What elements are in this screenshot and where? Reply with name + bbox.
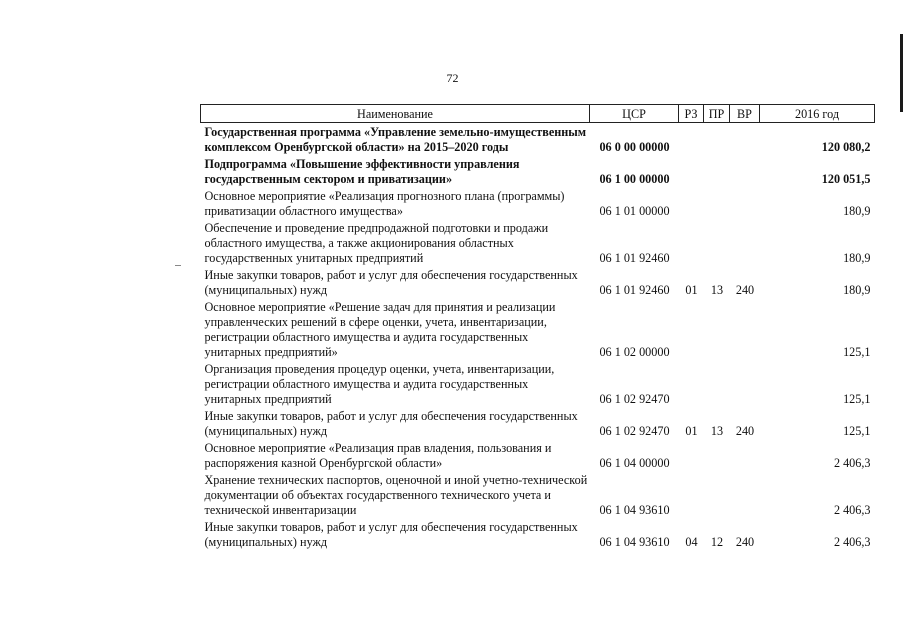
- header-csr: ЦСР: [590, 105, 679, 123]
- row-csr: 06 1 04 00000: [599, 456, 670, 470]
- row-rz: 01: [685, 424, 698, 438]
- row-csr: 06 1 01 00000: [599, 204, 670, 218]
- table-row: [201, 362, 875, 409]
- row-csr: 06 1 02 92470: [599, 424, 670, 438]
- scan-mark: [175, 265, 181, 266]
- table-body: [201, 123, 875, 553]
- row-csr: 06 1 04 93610: [599, 503, 670, 517]
- row-name: Хранение технических паспортов, оценочной и иной учетно-технической документации об объектах государственного технического учета и технической инвентаризации: [204, 473, 588, 517]
- row-pr: [704, 123, 730, 158]
- row-pr: 13: [710, 283, 724, 297]
- row-rz: 01: [685, 283, 698, 297]
- row-pr: 13: [710, 424, 724, 438]
- row-name: Иные закупки товаров, работ и услуг для обеспечения государственных (муниципальных) нужд: [204, 268, 578, 297]
- row-vr: 240: [735, 424, 755, 438]
- row-rz: [679, 473, 704, 520]
- row-vr: [730, 473, 760, 520]
- row-amount: 125,1: [843, 392, 871, 406]
- row-amount: 125,1: [843, 424, 871, 438]
- row-csr: 06 1 01 92460: [599, 251, 670, 265]
- row-amount: 120 080,2: [821, 140, 871, 154]
- row-amount: 180,9: [843, 283, 871, 297]
- row-amount: 120 051,5: [821, 172, 871, 186]
- row-csr: 06 1 01 92460: [599, 283, 670, 297]
- row-name: Подпрограмма «Повышение эффективности управления государственным сектором и приватизации»: [204, 157, 520, 186]
- row-name: Иные закупки товаров, работ и услуг для обеспечения государственных (муниципальных) нужд: [204, 409, 578, 438]
- header-year: 2016 год: [760, 105, 875, 123]
- row-rz: [679, 157, 704, 189]
- table-row: [201, 157, 875, 189]
- row-csr: 06 1 02 00000: [599, 345, 670, 359]
- header-vr: ВР: [730, 105, 760, 123]
- row-csr: 06 1 00 00000: [599, 172, 670, 186]
- table-row: [201, 473, 875, 520]
- row-vr: [730, 362, 760, 409]
- row-rz: [679, 189, 704, 221]
- row-rz: [679, 300, 704, 362]
- table-row: [201, 409, 875, 441]
- row-name: Основное мероприятие «Реализация прав владения, пользования и распоряжения казной Оренбургской области»: [204, 441, 552, 470]
- row-name: Организация проведения процедур оценки, учета, инвентаризации, регистрации областного имущества и аудита государственных унитарных предприятий: [204, 362, 555, 406]
- row-name: Обеспечение и проведение предпродажной подготовки и продажи областного имущества, а также акционирования областных государственных унитарных предприятий: [204, 221, 549, 265]
- row-vr: [730, 300, 760, 362]
- row-pr: [704, 441, 730, 473]
- row-csr: 06 0 00 00000: [599, 140, 670, 154]
- row-pr: [704, 157, 730, 189]
- row-csr: 06 1 04 93610: [599, 535, 670, 549]
- row-name: Государственная программа «Управление земельно-имущественным комплексом Оренбургской области» на 2015–2020 годы: [204, 125, 587, 154]
- table-row: [201, 268, 875, 300]
- row-name: Основное мероприятие «Реализация прогнозного плана (программы) приватизации областного имущества»: [204, 189, 565, 218]
- row-rz: [679, 123, 704, 158]
- row-csr: 06 1 02 92470: [599, 392, 670, 406]
- header-rz: РЗ: [679, 105, 704, 123]
- row-rz: 04: [685, 535, 698, 549]
- row-vr: [730, 221, 760, 268]
- row-rz: [679, 362, 704, 409]
- table-row: [201, 123, 875, 158]
- row-amount: 2 406,3: [833, 535, 871, 549]
- row-name: Основное мероприятие «Решение задач для принятия и реализации управленческих решений в сфере оценки, учета, инвентаризации, регистрации областного имущества и аудита государственных унитарных предприятий»: [204, 300, 556, 359]
- row-vr: [730, 441, 760, 473]
- row-pr: [704, 221, 730, 268]
- row-name: Иные закупки товаров, работ и услуг для обеспечения государственных (муниципальных) нужд: [204, 520, 578, 549]
- table-row: [201, 221, 875, 268]
- header-pr: ПР: [704, 105, 730, 123]
- row-amount: 2 406,3: [833, 456, 871, 470]
- row-pr: [704, 473, 730, 520]
- row-rz: [679, 441, 704, 473]
- row-pr: [704, 189, 730, 221]
- table-header: [201, 105, 875, 123]
- row-amount: 180,9: [843, 251, 871, 265]
- row-amount: 180,9: [843, 204, 871, 218]
- row-vr: [730, 123, 760, 158]
- table-row: [201, 189, 875, 221]
- row-amount: 125,1: [843, 345, 871, 359]
- row-vr: 240: [735, 535, 755, 549]
- row-amount: 2 406,3: [833, 503, 871, 517]
- row-vr: [730, 157, 760, 189]
- table-row: [201, 300, 875, 362]
- row-vr: 240: [735, 283, 755, 297]
- row-rz: [679, 221, 704, 268]
- header-name: Наименование: [201, 105, 590, 123]
- table-row: [201, 441, 875, 473]
- budget-table: [200, 104, 875, 552]
- row-pr: [704, 300, 730, 362]
- row-vr: [730, 189, 760, 221]
- row-pr: 12: [710, 535, 724, 549]
- row-pr: [704, 362, 730, 409]
- table-row: [201, 520, 875, 552]
- page-number: 72: [446, 71, 459, 85]
